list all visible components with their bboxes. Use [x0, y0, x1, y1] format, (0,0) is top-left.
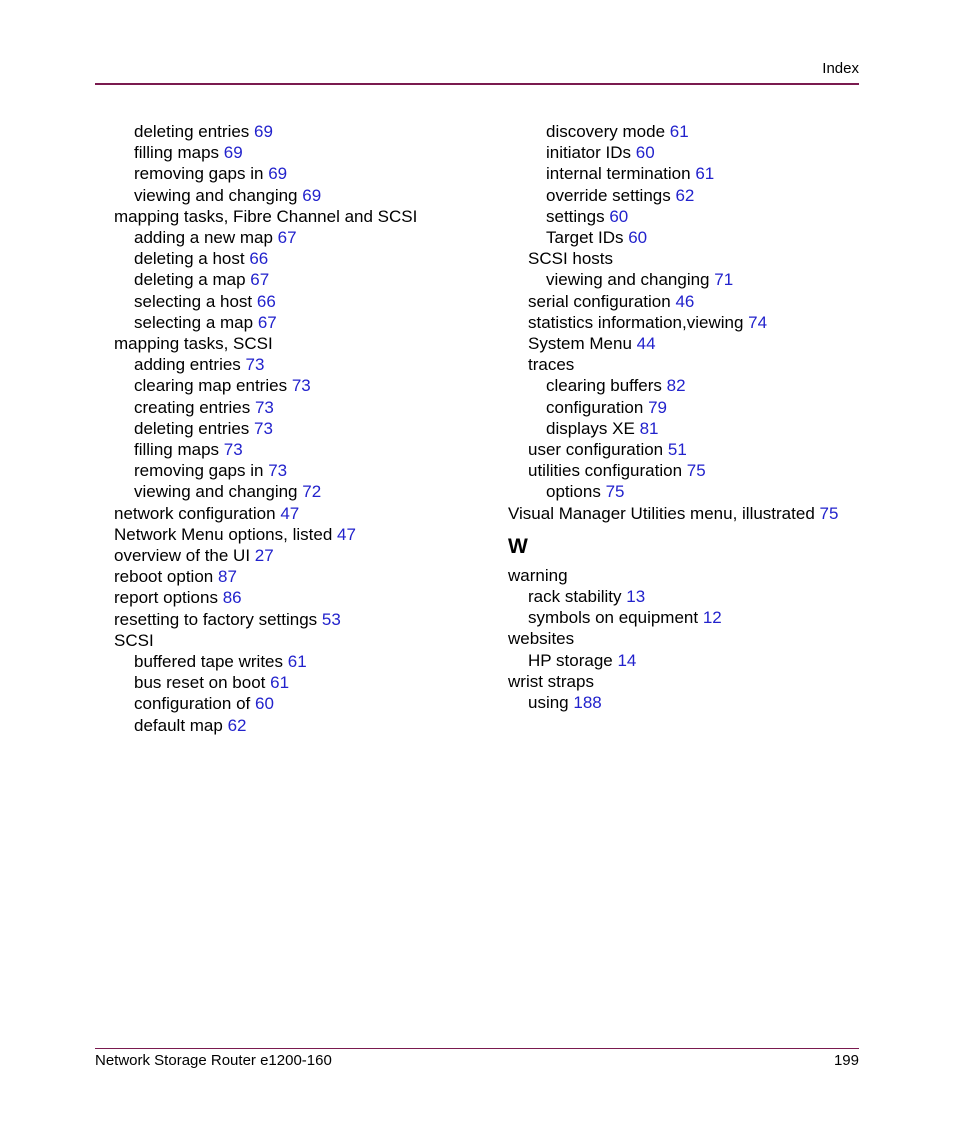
- page-link[interactable]: 66: [256, 291, 276, 311]
- index-term: traces: [528, 355, 575, 375]
- index-entry: [508, 227, 868, 248]
- index-entry: [508, 565, 868, 586]
- page-link[interactable]: 82: [666, 376, 686, 396]
- page-link[interactable]: 73: [254, 418, 273, 438]
- page-link[interactable]: 67: [250, 270, 270, 290]
- page-link[interactable]: 66: [249, 249, 269, 269]
- index-entry: [114, 206, 494, 227]
- index-entry: [508, 375, 868, 396]
- page-link[interactable]: 47: [280, 503, 300, 523]
- index-term: network configuration: [114, 503, 276, 523]
- page-link[interactable]: 67: [277, 228, 297, 248]
- index-term: mapping tasks, Fibre Channel and SCSI: [114, 206, 418, 226]
- page-link[interactable]: 60: [628, 228, 648, 248]
- index-entries-right: [508, 121, 868, 524]
- index-entry: [508, 671, 868, 692]
- index-entry: [114, 545, 494, 566]
- section-letter-w: W: [508, 534, 528, 558]
- index-entry: [114, 142, 494, 163]
- index-entry: [508, 354, 868, 375]
- index-entry: [114, 439, 494, 460]
- index-term: websites: [508, 629, 575, 649]
- page-link[interactable]: 61: [270, 673, 290, 693]
- page-link[interactable]: 60: [254, 694, 274, 714]
- page-link[interactable]: 188: [573, 693, 602, 713]
- index-entries-w: [508, 565, 868, 713]
- page-link[interactable]: 51: [667, 440, 687, 460]
- index-term: warning: [508, 565, 568, 585]
- index-term: user configuration: [528, 440, 664, 460]
- index-entry: [114, 397, 494, 418]
- running-header: Index: [822, 60, 859, 77]
- index-term: clearing buffers: [546, 376, 662, 396]
- index-term: symbols on equipment: [528, 608, 699, 628]
- index-entry: [114, 291, 494, 312]
- index-term: viewing and changing: [134, 482, 298, 502]
- page-link[interactable]: 87: [217, 567, 237, 587]
- index-term: serial configuration: [528, 291, 671, 311]
- index-term: deleting a host: [134, 249, 245, 269]
- index-entry: [508, 418, 868, 439]
- page-link[interactable]: 79: [648, 397, 667, 417]
- index-entry: [114, 524, 494, 545]
- index-term: utilities configuration: [528, 461, 683, 481]
- index-entry: [114, 185, 494, 206]
- index-entry: [114, 566, 494, 587]
- index-term: viewing and changing: [134, 185, 298, 205]
- index-entry: [508, 460, 868, 481]
- index-term: mapping tasks, SCSI: [114, 334, 273, 354]
- page-link[interactable]: 74: [748, 312, 768, 332]
- page-link[interactable]: 12: [702, 608, 722, 628]
- page-link[interactable]: 69: [268, 164, 288, 184]
- page-link[interactable]: 67: [257, 312, 277, 332]
- index-term: initiator IDs: [546, 143, 632, 163]
- index-term: default map: [134, 715, 223, 735]
- page-link[interactable]: 13: [626, 587, 646, 607]
- index-entry: [508, 650, 868, 671]
- index-term: Target IDs: [546, 228, 624, 248]
- index-term: configuration: [546, 397, 644, 417]
- page-link[interactable]: 75: [605, 482, 625, 502]
- footer-title: Network Storage Router e1200-160: [95, 1052, 332, 1069]
- index-entry: [114, 375, 494, 396]
- index-term: selecting a host: [134, 291, 253, 311]
- index-term: reboot option: [114, 567, 214, 587]
- index-entry: [114, 651, 494, 672]
- page-link[interactable]: 73: [254, 397, 274, 417]
- header-rule: [95, 83, 859, 85]
- index-entry: [508, 333, 868, 354]
- page-link[interactable]: 62: [227, 715, 247, 735]
- index-term: SCSI hosts: [528, 249, 614, 269]
- index-entry: [508, 185, 868, 206]
- index-term: removing gaps in: [134, 164, 264, 184]
- index-entry: [508, 628, 868, 649]
- index-entry: [114, 354, 494, 375]
- index-term: Visual Manager Utilities menu, illustrated: [508, 503, 815, 523]
- index-entry: [508, 248, 868, 269]
- page-link[interactable]: 73: [291, 376, 311, 396]
- page-link[interactable]: 69: [223, 143, 243, 163]
- index-entry: [114, 418, 494, 439]
- index-entry: [114, 609, 494, 630]
- footer-rule: [95, 1048, 859, 1049]
- index-term: report options: [114, 588, 218, 608]
- index-term: HP storage: [528, 650, 613, 670]
- index-entry: [114, 693, 494, 714]
- index-entry: [114, 672, 494, 693]
- index-term: creating entries: [134, 397, 251, 417]
- page-link[interactable]: 61: [669, 122, 689, 141]
- page-link[interactable]: 72: [302, 482, 322, 502]
- index-term: deleting entries: [134, 418, 250, 438]
- index-entry: [114, 248, 494, 269]
- index-term: statistics information,viewing: [528, 312, 744, 332]
- page-link[interactable]: 61: [287, 652, 307, 672]
- page-link[interactable]: 47: [337, 524, 356, 544]
- index-entry: [508, 586, 868, 607]
- index-term: configuration of: [134, 694, 251, 714]
- index-entry: [114, 715, 494, 736]
- index-term: System Menu: [528, 334, 632, 354]
- page-link[interactable]: 71: [714, 270, 734, 290]
- page-link[interactable]: 86: [222, 588, 242, 608]
- index-term: filling maps: [134, 440, 220, 460]
- index-column-right: [508, 121, 868, 713]
- page-link[interactable]: 14: [617, 650, 637, 670]
- index-term: adding entries: [134, 355, 241, 375]
- index-term: bus reset on boot: [134, 673, 266, 693]
- index-entry: [508, 481, 868, 502]
- index-entry: [114, 460, 494, 481]
- page-link[interactable]: 75: [819, 503, 839, 523]
- page-link[interactable]: 27: [254, 546, 274, 566]
- page-link[interactable]: 69: [254, 122, 273, 141]
- page-link[interactable]: 69: [302, 185, 322, 205]
- page-link[interactable]: 62: [675, 185, 695, 205]
- index-term: using: [528, 693, 569, 713]
- index-entry: [114, 587, 494, 608]
- index-term: settings: [546, 206, 605, 226]
- page-link[interactable]: 81: [639, 418, 659, 438]
- index-term: override settings: [546, 185, 671, 205]
- index-entry: [114, 630, 494, 651]
- index-term: viewing and changing: [546, 270, 710, 290]
- index-term: rack stability: [528, 587, 622, 607]
- index-term: filling maps: [134, 143, 220, 163]
- index-entry: [508, 503, 868, 524]
- index-term: SCSI: [114, 630, 154, 650]
- index-term: selecting a map: [134, 312, 254, 332]
- index-entry: [508, 142, 868, 163]
- index-entry: [114, 163, 494, 184]
- index-term: deleting entries: [134, 122, 250, 141]
- page-link[interactable]: 75: [686, 461, 706, 481]
- page-link[interactable]: 73: [245, 355, 265, 375]
- index-term: options: [546, 482, 601, 502]
- index-entry: [114, 333, 494, 354]
- index-term: resetting to factory settings: [114, 609, 318, 629]
- index-term: internal termination: [546, 164, 691, 184]
- index-entry: [114, 121, 494, 142]
- index-entry: [508, 163, 868, 184]
- index-term: clearing map entries: [134, 376, 288, 396]
- index-term: displays XE: [546, 418, 635, 438]
- index-column-left: [114, 121, 494, 736]
- page-link[interactable]: 73: [223, 440, 243, 460]
- index-entry: [508, 607, 868, 628]
- page-link[interactable]: 44: [636, 334, 656, 354]
- index-entry: [508, 206, 868, 227]
- index-entry: [508, 439, 868, 460]
- index-entry: [114, 269, 494, 290]
- page-link[interactable]: 60: [635, 143, 655, 163]
- index-entry: [114, 312, 494, 333]
- index-term: adding a new map: [134, 228, 273, 248]
- index-entry: [114, 503, 494, 524]
- index-entry: [508, 397, 868, 418]
- page-number: 199: [833, 1052, 859, 1069]
- page-link[interactable]: 53: [321, 609, 341, 629]
- index-entry: [508, 269, 868, 290]
- index-term: removing gaps in: [134, 461, 264, 481]
- index-entry: [508, 312, 868, 333]
- page-link[interactable]: 73: [268, 461, 288, 481]
- page-link[interactable]: 60: [609, 206, 629, 226]
- index-entry: [508, 291, 868, 312]
- index-term: overview of the UI: [114, 546, 251, 566]
- index-entry: [508, 692, 868, 713]
- index-term: Network Menu options, listed: [114, 524, 333, 544]
- index-entry: [114, 481, 494, 502]
- index-entry: [508, 121, 868, 142]
- page-link[interactable]: 46: [675, 291, 695, 311]
- page-link[interactable]: 61: [695, 164, 715, 184]
- index-entry: [114, 227, 494, 248]
- index-term: buffered tape writes: [134, 652, 283, 672]
- index-term: discovery mode: [546, 122, 666, 141]
- index-term: deleting a map: [134, 270, 246, 290]
- index-term: wrist straps: [508, 671, 594, 691]
